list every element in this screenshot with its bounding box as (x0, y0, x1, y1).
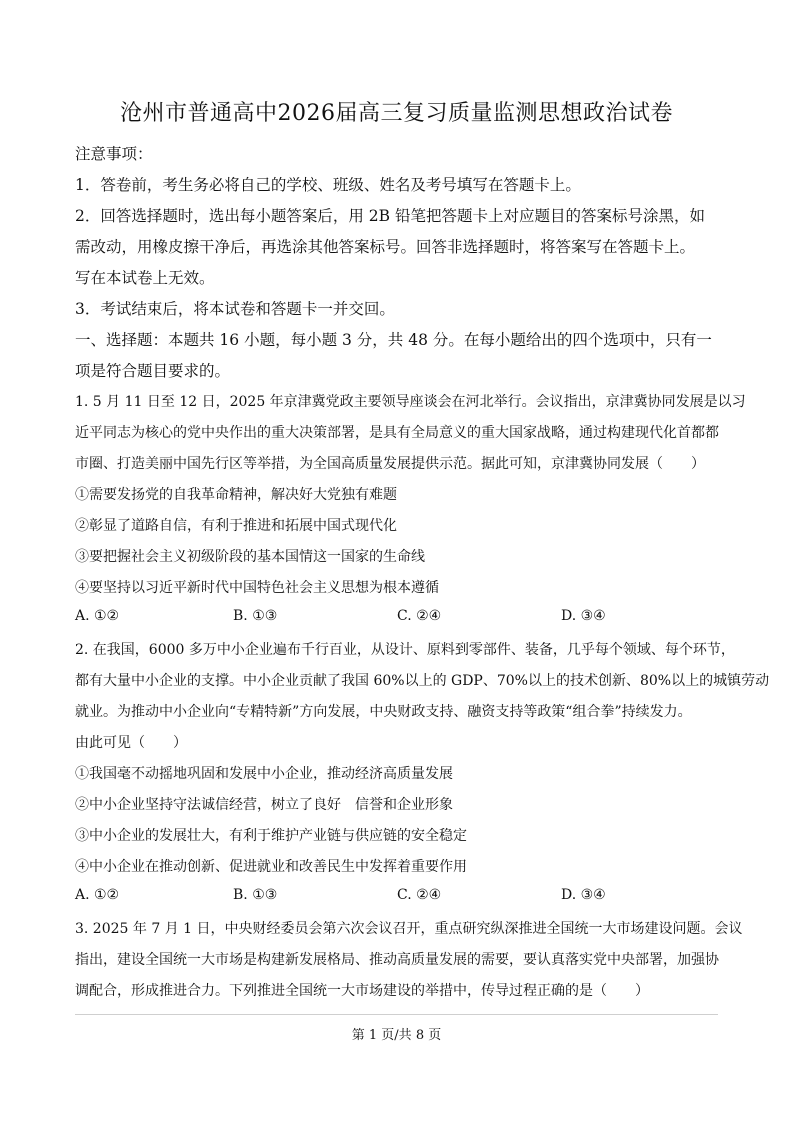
notice-item-2-line-2: 需改动，用橡皮擦干净后，再选涂其他答案标号。回答非选择题时，将答案写在答题卡上。 (75, 238, 696, 256)
notice-item-2-line-3: 写在本试卷上无效。 (75, 269, 215, 287)
q2-stem-line-4: 由此可见（ ） (75, 735, 187, 751)
q1-option-b: B. ①③ (233, 608, 278, 624)
q2-option-b: B. ①③ (233, 887, 278, 903)
q1-statement-4: ④要坚持以习近平新时代中国特色社会主义思想为根本遵循 (75, 580, 439, 596)
q2-stem-line-2: 都有大量中小企业的支撑。中小企业贡献了我国 60%以上的 GDP、70%以上的技术创新、80%以上的城镇劳动 (75, 673, 770, 689)
q2-stem-line-1: 2. 在我国，6000 多万中小企业遍布千行百业，从设计、原料到零部件、装备，几乎每个领域、每个环节， (75, 642, 735, 658)
q2-statement-3: ③中小企业的发展壮大，有利于维护产业链与供应链的安全稳定 (75, 828, 467, 844)
section-heading-line-2: 项是符合题目要求的。 (75, 362, 231, 380)
q1-statement-2: ②彰显了道路自信，有利于推进和拓展中国式现代化 (75, 518, 397, 534)
q2-statement-2: ②中小企业坚持守法诚信经营，树立了良好 信誉和企业形象 (75, 797, 453, 813)
q2-option-a: A. ①② (75, 887, 120, 903)
section-heading-line-1: 一、选择题：本题共 16 小题，每小题 3 分，共 48 分。在每小题给出的四个选项中，只有一 (75, 331, 712, 349)
notice-item-3: 3．考试结束后，将本试卷和答题卡一并交回。 (75, 300, 395, 318)
notice-item-1: 1．答卷前，考生务必将自己的学校、班级、姓名及考号填写在答题卡上。 (75, 176, 581, 194)
q3-stem-line-1: 3. 2025 年 7 月 1 日，中央财经委员会第六次会议召开，重点研究纵深推进全国统一大市场建设问题。会议 (75, 921, 743, 937)
page-number: 第 1 页/共 8 页 (351, 1028, 442, 1043)
notice-item-2-line-1: 2．回答选择题时，选出每小题答案后，用 2B 铅笔把答题卡上对应题目的答案标号涂黑，如 (75, 207, 705, 225)
q1-option-a: A. ①② (75, 608, 120, 624)
q3-stem-line-2: 指出，建设全国统一大市场是构建新发展格局、推动高质量发展的需要，要认真落实党中央部署，加强协 (75, 952, 719, 968)
q1-option-c: C. ②④ (397, 608, 442, 624)
q2-option-d: D. ③④ (561, 887, 606, 903)
q1-statement-1: ①需要发扬党的自我革命精神，解决好大党独有难题 (75, 487, 397, 503)
notice-heading: 注意事项： (75, 145, 153, 163)
page-title: 沧州市普通高中2026届高三复习质量监测思想政治试卷 (120, 101, 673, 126)
q2-statement-1: ①我国毫不动摇地巩固和发展中小企业，推动经济高质量发展 (75, 766, 453, 782)
q2-option-c: C. ②④ (397, 887, 442, 903)
q2-statement-4: ④中小企业在推动创新、促进就业和改善民生中发挥着重要作用 (75, 859, 467, 875)
q1-option-d: D. ③④ (561, 608, 606, 624)
q3-stem-line-3: 调配合，形成推进合力。下列推进全国统一大市场建设的举措中，传导过程正确的是（ ） (75, 983, 649, 999)
q2-stem-line-3: 就业。为推动中小企业向“专精特新”方向发展，中央财政支持、融资支持等政策“组合拳”持续发力。 (75, 704, 692, 720)
q1-stem-line-3: 市圈、打造美丽中国先行区等举措，为全国高质量发展提供示范。据此可知，京津冀协同发展（ ） (75, 456, 705, 472)
q1-stem-line-2: 近平同志为核心的党中央作出的重大决策部署，是具有全局意义的重大国家战略，通过构建现代化首都都 (75, 425, 719, 441)
q1-statement-3: ③要把握社会主义初级阶段的基本国情这一国家的生命线 (75, 549, 425, 565)
q1-stem-line-1: 1. 5 月 11 日至 12 日，2025 年京津冀党政主要领导座谈会在河北举行。会议指出，京津冀协同发展是以习 (75, 394, 746, 410)
footer-divider (75, 1014, 718, 1015)
